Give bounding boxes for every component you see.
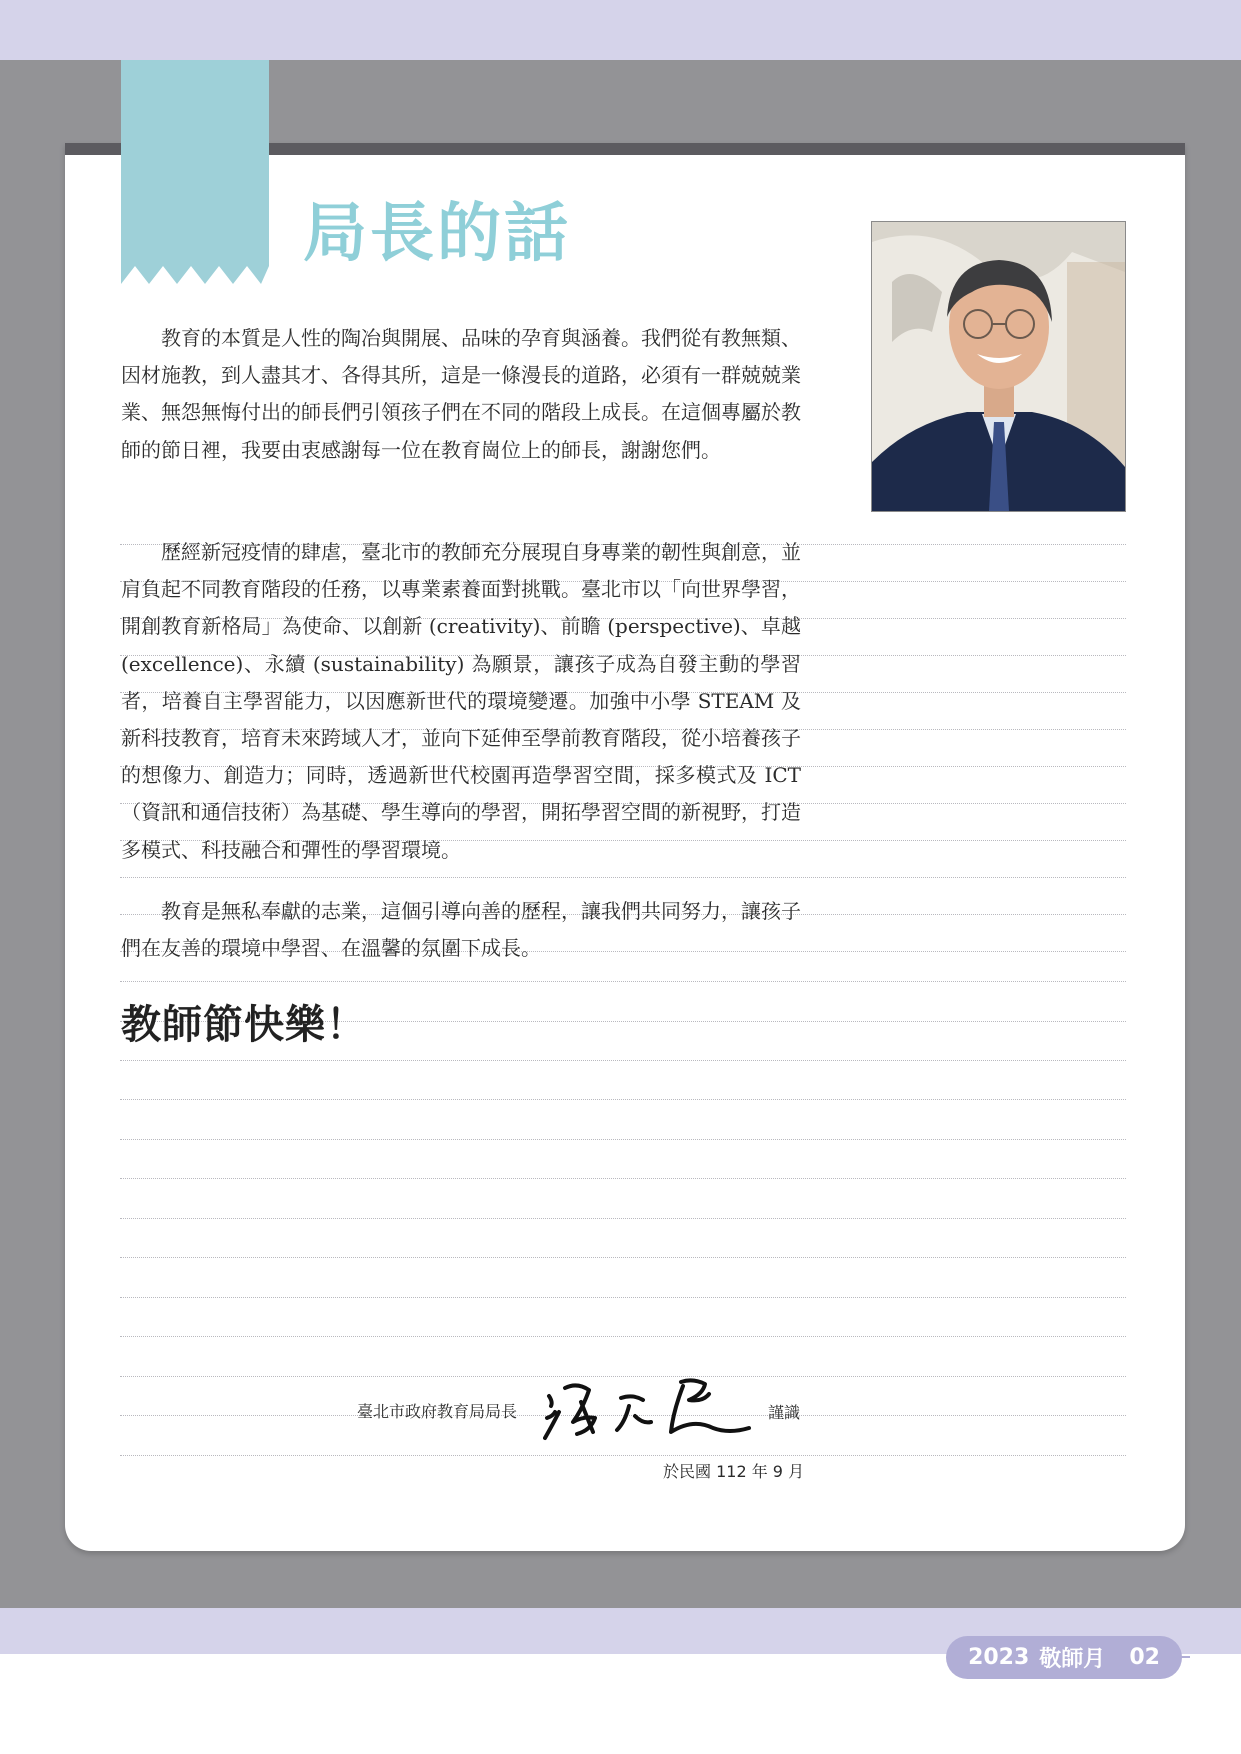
top-band [0, 0, 1241, 60]
footer-page-tab [946, 1636, 1182, 1679]
ruled-line [120, 1099, 1126, 1100]
ruled-line [120, 1178, 1126, 1179]
footer-year: 2023 [968, 1645, 1030, 1670]
ruled-line [120, 1455, 1126, 1456]
portrait-photo [871, 221, 1126, 512]
ruled-line [120, 1060, 1126, 1061]
ruled-line [120, 1257, 1126, 1258]
portrait-photo-icon [872, 222, 1125, 511]
body-paragraph-3: 教育是無私奉獻的志業，這個引導向善的歷程，讓我們共同努力，讓孩子們在友善的環境中學習、在溫馨的氛圍下成長。 [121, 899, 801, 961]
body-paragraph-1: 教育的本質是人性的陶冶與開展、品味的孕育與涵養。我們從有教無類、因材施教，到人盡其才、各得其所，這是一條漫長的道路，必須有一群兢兢業業、無怨無悔付出的師長們引領孩子們在不同的階段上成長。在這個專屬於教師的節日裡，我要由衷感謝每一位在教育崗位上的師長，謝謝您們。 [121, 326, 801, 462]
body-paragraph-2: 歷經新冠疫情的肆虐，臺北市的教師充分展現自身專業的韌性與創意，並肩負起不同教育階段的任務，以專業素養面對挑戰。臺北市以「向世界學習，開創教育新格局」為使命、以創新 (creativity)、前瞻 (perspective)、卓越 (excellence)、永續 (sustainability) 為願景，讓孩子成為自發主動的學習者，培養自主學習能力，以因應新世代的環境變遷。加強中小學 STEAM 及新科技教育，培育未來跨域人才，並向下延伸至學前教育階段，從小培養孩子的想像力、創造力；同時，透過新世代校園再造學習空間，採多模式及 ICT（資訊和通信技術）為基礎、學生導向的學習，開拓學習空間的新視野，打造多模式、科技融合和彈性的學習環境。 [121, 540, 801, 862]
page-title: 局長的話 [303, 196, 571, 271]
signature-date: 於民國 112 年 9 月 [663, 1462, 805, 1481]
ruled-line [120, 1218, 1126, 1219]
ruled-line [120, 981, 1126, 982]
page-number: 02 [1129, 1645, 1160, 1670]
bookmark-ribbon-icon [121, 60, 269, 284]
closing-greeting: 教師節快樂！ [121, 1001, 367, 1048]
signatory-title: 臺北市政府教育局局長 [357, 1402, 518, 1421]
signatory-respect: 謹識 [768, 1403, 801, 1422]
footer-label: 敬師月 [1039, 1647, 1106, 1672]
ruled-line [120, 877, 1126, 878]
ruled-line [120, 1139, 1126, 1140]
handwritten-signature [543, 1372, 763, 1444]
ruled-line [120, 1336, 1126, 1337]
ruled-line [120, 1297, 1126, 1298]
